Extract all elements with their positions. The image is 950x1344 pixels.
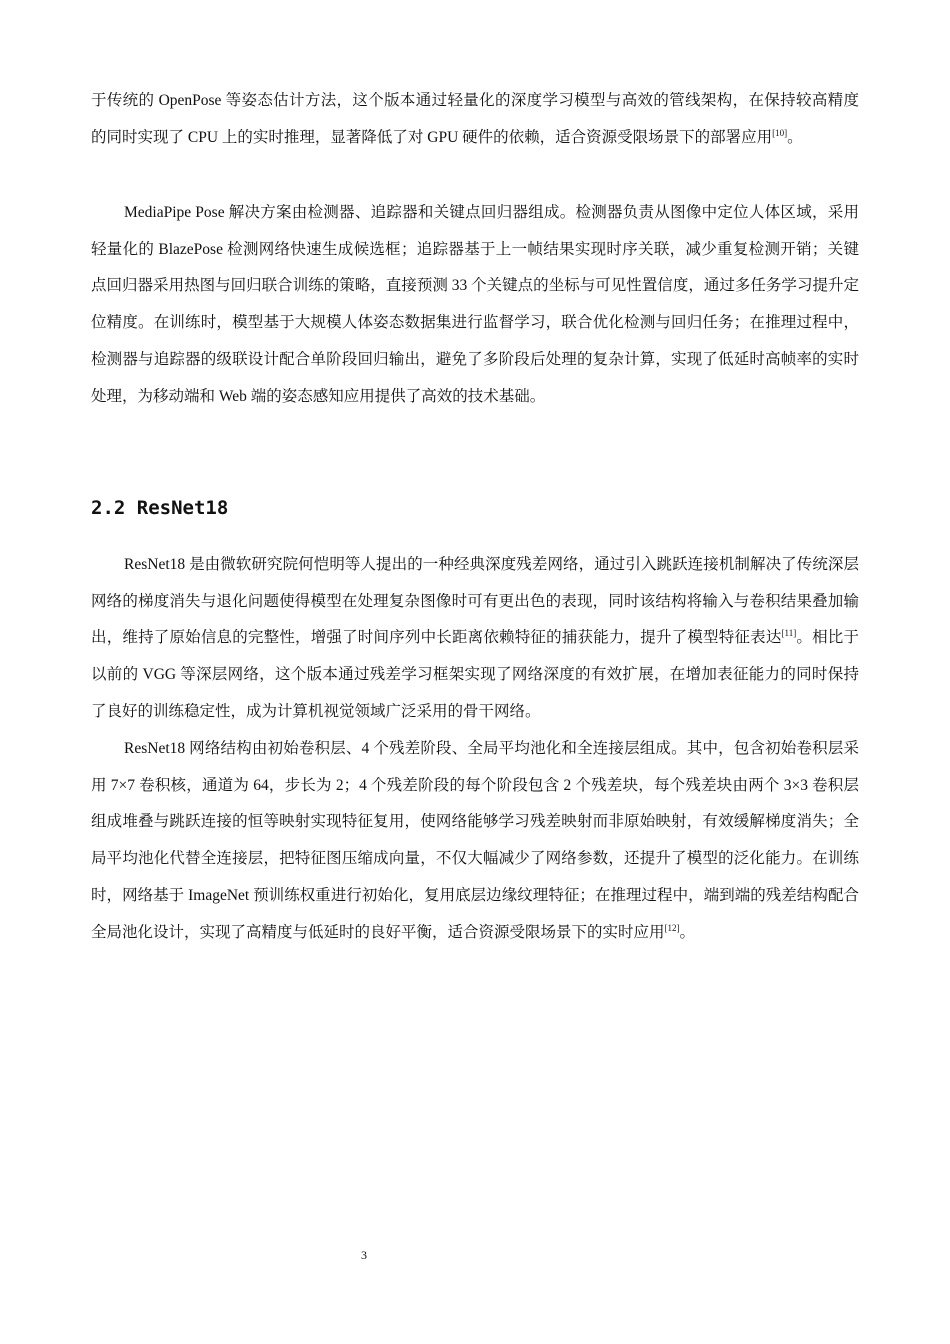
paragraph-text: ResNet18 网络结构由初始卷积层、4 个残差阶段、全局平均池化和全连接层组成。其中，包含初始卷积层采用 7×7 卷积核，通道为 64，步长为 2；4 个残差阶段的每个阶段包含 2 个残差块，每个残差块由两个 3×3 卷积层组成堆叠与跳跃连接的恒等映射实现特征复用，使网络能够学习残差映射而非原始映射，有效缓解梯度消失；全局平均池化代替全连接层，把特征图压缩成向量，不仅大幅减少了网络参数，还提升了模型的泛化能力。在训练时，网络基于 ImageNet 预训练权重进行初始化，复用底层边缘纹理特征；在推理过程中，端到端的残差结构配合全局池化设计，实现了高精度与低延时的良好平衡，适合资源受限场景下的实时应用 — [91, 740, 859, 941]
page-number: 3 — [361, 1248, 367, 1262]
paragraph-end-punct: 。 — [787, 128, 803, 146]
paragraph-text: 。相比于以前的 VGG 等深层网络，这个版本通过残差学习框架实现了网络深度的有效扩展，在增加表征能力的同时保持了良好的训练稳定性，成为计算机视觉领域广泛采用的骨干网络。 — [91, 629, 859, 720]
paragraph-mediapipe-pose — [91, 195, 859, 415]
paragraph-text: 于传统的 OpenPose 等姿态估计方法，这个版本通过轻量化的深度学习模型与高效的管线架构，在保持较高精度的同时实现了 CPU 上的实时推理，显著降低了对 GPU 硬件的依赖，适合资源受限场景下的部署应用 — [91, 92, 859, 146]
citation-10: [10] — [772, 127, 788, 138]
section-heading-resnet18: 2.2 ResNet18 — [91, 497, 229, 519]
citation-11: [11] — [781, 628, 797, 639]
paragraph-resnet18-structure — [91, 731, 859, 951]
citation-12: [12] — [664, 922, 680, 933]
paragraph-end-punct: 。 — [679, 923, 696, 941]
paragraph-mediapipe-intro-continued — [91, 83, 859, 156]
paragraph-text: ResNet18 是由微软研究院何恺明等人提出的一种经典深度残差网络，通过引入跳跃连接机制解决了传统深层网络的梯度消失与退化问题使得模型在处理复杂图像时可有更出色的表现，同时该结构将输入与卷积结果叠加输出，维持了原始信息的完整性，增强了时间序列中长距离依赖特征的捕获能力，提升了模型特征表达 — [91, 556, 859, 647]
paragraph-resnet18-intro — [91, 547, 859, 731]
paragraph-text: MediaPipe Pose 解决方案由检测器、追踪器和关键点回归器组成。检测器负责从图像中定位人体区域，采用轻量化的 BlazePose 检测网络快速生成候选框；追踪器基于上一帧结果实现时序关联，减少重复检测开销；关键点回归器采用热图与回归联合训练的策略，直接预测 33 个关键点的坐标与可见性置信度，通过多任务学习提升定位精度。在训练时，模型基于大规模人体姿态数据集进行监督学习，联合优化检测与回归任务；在推理过程中，检测器与追踪器的级联设计配合单阶段回归输出，避免了多阶段后处理的复杂计算，实现了低延时高帧率的实时处理，为移动端和 Web 端的姿态感知应用提供了高效的技术基础。 — [91, 204, 859, 405]
